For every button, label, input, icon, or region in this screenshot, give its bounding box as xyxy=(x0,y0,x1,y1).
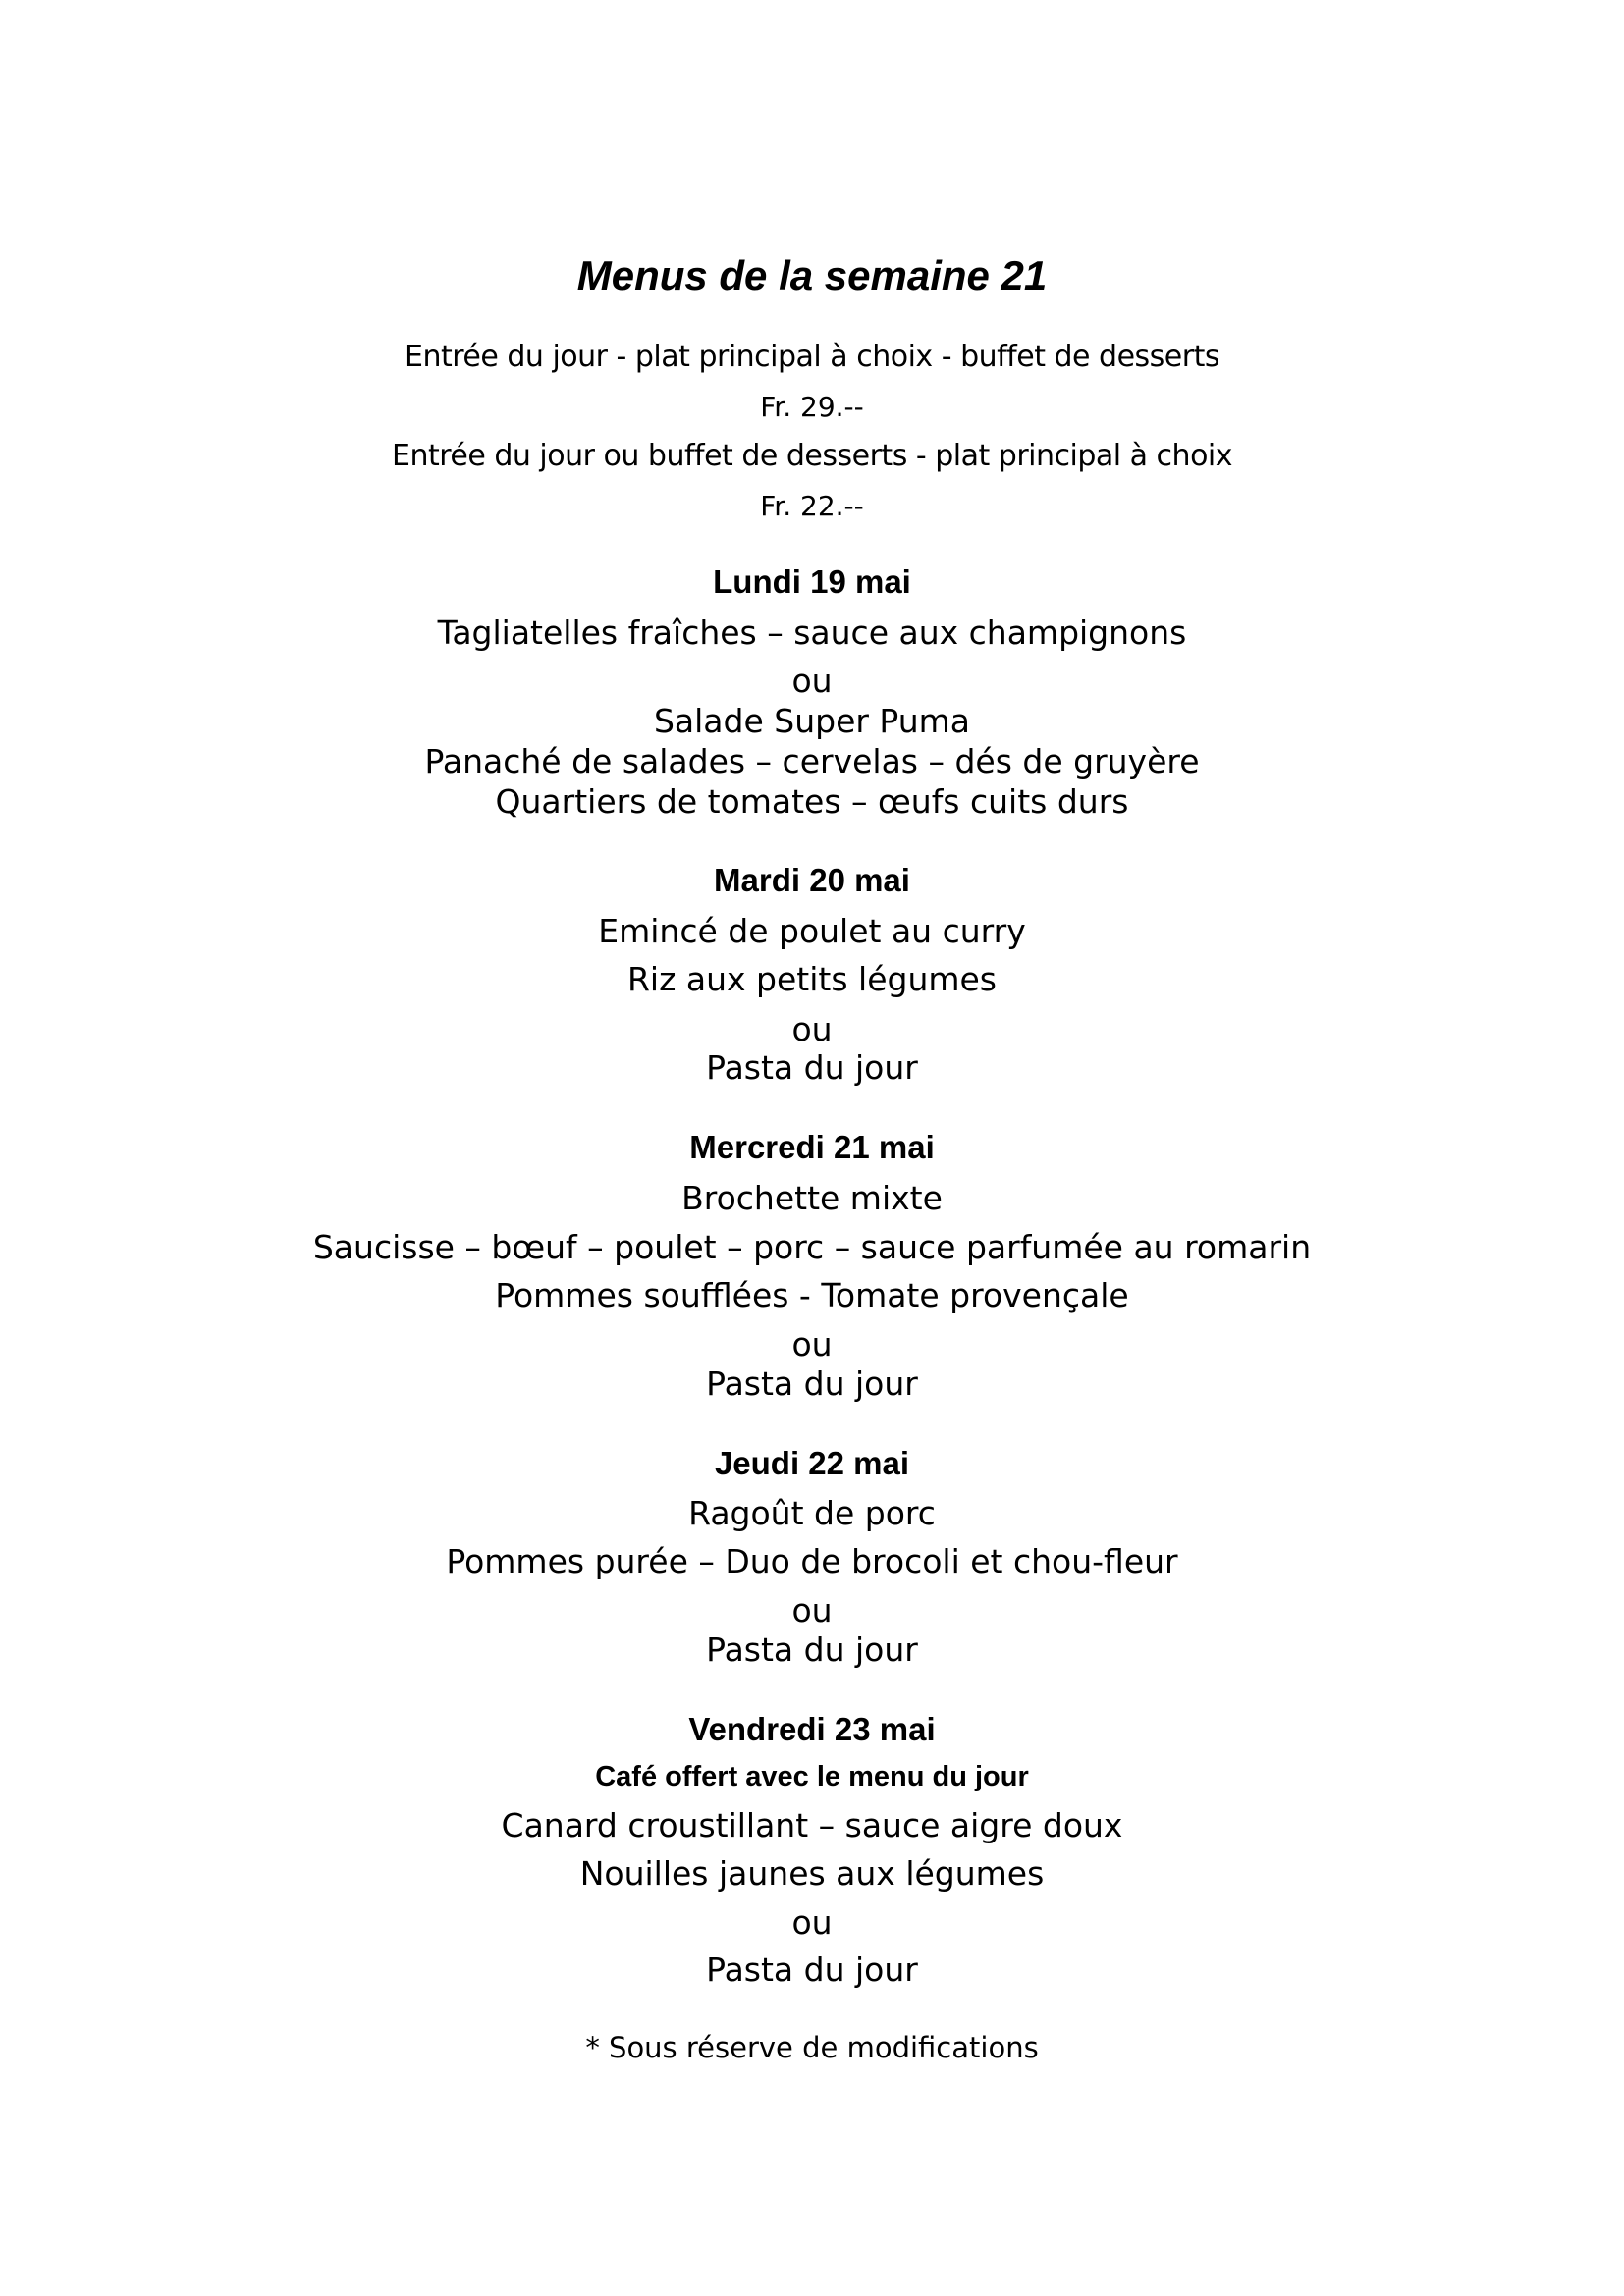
offer-full-label: Entrée du jour - plat principal à choix - buffet de desserts xyxy=(405,340,1219,374)
dish-line: Pasta du jour xyxy=(706,1364,918,1403)
dish-line: Pommes soufflées - Tomate provençale xyxy=(495,1276,1129,1314)
day-heading-monday: Lundi 19 mai xyxy=(713,563,911,600)
dish-line: Pasta du jour xyxy=(706,1048,918,1087)
day-heading-wednesday: Mercredi 21 mai xyxy=(689,1129,935,1165)
offer-short-price: Fr. 22.-- xyxy=(760,490,864,522)
day-heading-friday: Vendredi 23 mai xyxy=(688,1711,936,1747)
dish-line: Emincé de poulet au curry xyxy=(598,912,1026,950)
dish-line: Pasta du jour xyxy=(706,1950,918,1989)
day-heading-tuesday: Mardi 20 mai xyxy=(714,862,910,898)
dish-line: Salade Super Puma xyxy=(653,702,971,740)
dish-line: Pasta du jour xyxy=(706,1630,918,1669)
dish-line: Ragoût de porc xyxy=(688,1494,936,1532)
dish-line: ou xyxy=(791,1903,833,1942)
offer-short-label: Entrée du jour ou buffet de desserts - plat principal à choix xyxy=(391,439,1233,473)
dish-line: Saucisse – bœuf – poulet – porc – sauce parfumée au romarin xyxy=(312,1228,1312,1266)
day-heading-thursday: Jeudi 22 mai xyxy=(714,1445,910,1481)
dish-line: Riz aux petits légumes xyxy=(626,960,998,998)
dish-line: Nouilles jaunes aux légumes xyxy=(579,1854,1045,1893)
dish-line: ou xyxy=(791,662,833,700)
dish-line: Pommes purée – Duo de brocoli et chou-fleur xyxy=(446,1542,1178,1580)
dish-line: Brochette mixte xyxy=(681,1179,943,1217)
dish-line: ou xyxy=(791,1591,833,1629)
page-title: Menus de la semaine 21 xyxy=(576,252,1048,298)
dish-line: Tagliatelles fraîches – sauce aux champignons xyxy=(437,614,1187,652)
day-subtitle-friday: Café offert avec le menu du jour xyxy=(595,1761,1029,1792)
dish-line: ou xyxy=(791,1325,833,1363)
dish-line: Canard croustillant – sauce aigre doux xyxy=(501,1806,1123,1844)
dish-line: Quartiers de tomates – œufs cuits durs xyxy=(495,782,1129,821)
offer-full-price: Fr. 29.-- xyxy=(760,391,864,423)
footnote: * Sous réserve de modifications xyxy=(585,2031,1039,2064)
dish-line: Panaché de salades – cervelas – dés de gruyère xyxy=(424,742,1200,780)
dish-line: ou xyxy=(791,1010,833,1048)
